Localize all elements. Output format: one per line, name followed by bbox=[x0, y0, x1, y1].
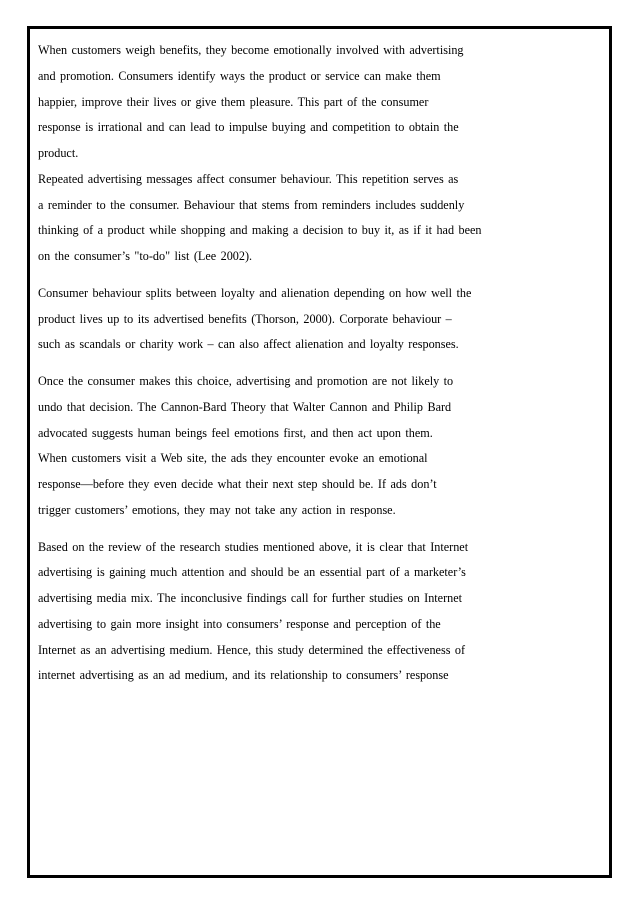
text-line: and promotion. Consumers identify ways the product or service can make them bbox=[38, 68, 441, 83]
text-line: Once the consumer makes this choice, advertising and promotion are not likely to bbox=[38, 374, 454, 388]
text-line: internet advertising as an ad medium, and its relationship to consumers’ response bbox=[38, 668, 449, 683]
text-line: Consumer behaviour splits between loyalty and alienation depending on how well the bbox=[38, 285, 472, 300]
text-line: advertising media mix. The inconclusive findings call for further studies on Internet bbox=[38, 591, 463, 605]
paragraph-3 bbox=[38, 369, 490, 524]
text-line: a reminder to the consumer. Behaviour that stems from reminders includes suddenly bbox=[38, 197, 465, 212]
text-line: product lives up to its advertised benefits (Thorson, 2000). Corporate behaviour – bbox=[38, 311, 452, 326]
text-line: Based on the review of the research studies mentioned above, it is clear that Internet bbox=[38, 539, 469, 554]
text-line: undo that decision. The Cannon-Bard Theory that Walter Cannon and Philip Bard bbox=[38, 399, 452, 414]
paragraph-2 bbox=[38, 281, 490, 358]
document-body bbox=[38, 38, 490, 689]
text-line: product. bbox=[38, 146, 79, 160]
text-line: When customers weigh benefits, they become emotionally involved with advertising bbox=[38, 43, 464, 57]
paragraph-spacer bbox=[38, 358, 490, 369]
text-line: When customers visit a Web site, the ads they encounter evoke an emotional bbox=[38, 451, 428, 466]
text-line: thinking of a product while shopping and making a decision to buy it, as if it had been bbox=[38, 223, 482, 238]
text-line: response—before they even decide what their next step should be. If ads don’t bbox=[38, 477, 437, 491]
paragraph-1 bbox=[38, 38, 490, 270]
text-line: response is irrational and can lead to impulse buying and competition to obtain the bbox=[38, 120, 459, 135]
paragraph-4 bbox=[38, 535, 490, 690]
text-line: advocated suggests human beings feel emotions first, and then act upon them. bbox=[38, 425, 433, 440]
paragraph-spacer bbox=[38, 270, 490, 281]
text-line: on the consumer’s "to-do" list (Lee 2002). bbox=[38, 249, 253, 263]
text-line: trigger customers’ emotions, they may not take any action in response. bbox=[38, 502, 396, 517]
text-line: such as scandals or charity work – can also affect alienation and loyalty responses. bbox=[38, 337, 459, 352]
text-line: advertising is gaining much attention and should be an essential part of a marketer’s bbox=[38, 565, 466, 580]
text-line: happier, improve their lives or give them pleasure. This part of the consumer bbox=[38, 94, 429, 109]
text-line: Repeated advertising messages affect consumer behaviour. This repetition serves as bbox=[38, 171, 459, 186]
paragraph-spacer bbox=[38, 524, 490, 535]
text-line: advertising to gain more insight into consumers’ response and perception of the bbox=[38, 616, 441, 631]
text-line: Internet as an advertising medium. Hence, this study determined the effectiveness of bbox=[38, 642, 466, 657]
